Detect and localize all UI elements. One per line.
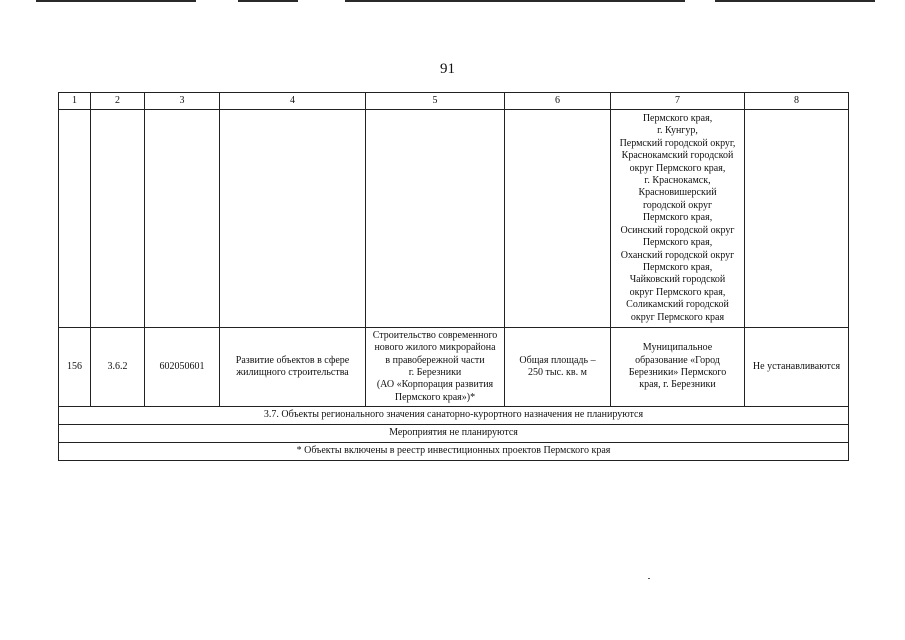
location-regions-cell bbox=[611, 110, 745, 328]
location-line: Муниципальное bbox=[642, 342, 713, 354]
empty-cell bbox=[745, 110, 849, 328]
object-line: г. Березники bbox=[408, 367, 462, 378]
empty-cell bbox=[220, 110, 366, 328]
section-3-7-heading: 3.7. Объекты регионального значения санаторно-курортного назначения не планируются bbox=[59, 407, 849, 425]
scan-edge-mark bbox=[715, 0, 875, 2]
column-number: 1 bbox=[59, 93, 91, 110]
characteristic-line: 250 тыс. кв. м bbox=[528, 367, 587, 378]
scan-speck bbox=[648, 578, 650, 579]
purpose-cell bbox=[220, 328, 366, 407]
scan-edge-mark bbox=[36, 0, 196, 2]
object-name-cell bbox=[366, 328, 505, 407]
region-line: округ Пермского края bbox=[630, 311, 725, 323]
characteristic-cell bbox=[505, 328, 611, 407]
scan-edge-mark bbox=[345, 0, 685, 2]
column-number: 7 bbox=[611, 93, 745, 110]
no-measures-text: Мероприятия не планируются bbox=[59, 425, 849, 443]
region-line: г. Кунгур, bbox=[657, 125, 698, 137]
object-line: Строительство современного bbox=[372, 329, 498, 341]
column-number: 8 bbox=[745, 93, 849, 110]
empty-cell bbox=[59, 110, 91, 328]
no-measures-row bbox=[59, 425, 849, 443]
region-line: Пермского края, bbox=[642, 237, 713, 249]
characteristic-line: Общая площадь – bbox=[519, 354, 596, 366]
region-line: Пермского края, bbox=[642, 113, 713, 125]
region-line: Красновишерский bbox=[638, 187, 717, 199]
empty-cell bbox=[366, 110, 505, 328]
location-line: образование «Город bbox=[635, 354, 720, 366]
column-number: 6 bbox=[505, 93, 611, 110]
region-line: Оханский городской округ bbox=[620, 249, 735, 261]
region-line: Пермского края, bbox=[642, 212, 713, 224]
region-line: Пермский городской округ, bbox=[619, 137, 736, 149]
region-line: Пермского края, bbox=[642, 261, 713, 273]
row-number: 156 bbox=[59, 328, 91, 407]
purpose-line: Развитие объектов в сфере bbox=[235, 354, 350, 366]
empty-cell bbox=[505, 110, 611, 328]
table-row-156 bbox=[59, 328, 849, 407]
empty-cell bbox=[145, 110, 220, 328]
region-line: округ Пермского края, bbox=[629, 162, 726, 174]
region-line: Чайковский городской bbox=[629, 274, 726, 286]
region-line: городской округ bbox=[642, 199, 713, 211]
object-line: Пермского края»)* bbox=[394, 391, 476, 403]
column-number: 3 bbox=[145, 93, 220, 110]
region-line: г. Краснокамск, bbox=[644, 175, 711, 187]
region-line: округ Пермского края, bbox=[629, 286, 726, 298]
zone-cell: Не устанавливаются bbox=[745, 328, 849, 407]
continuation-row bbox=[59, 110, 849, 328]
section-heading-row bbox=[59, 407, 849, 425]
location-line: края, г. Березники bbox=[639, 379, 716, 391]
region-line: Соликамский городской bbox=[626, 299, 729, 311]
location-cell bbox=[611, 328, 745, 407]
empty-cell bbox=[91, 110, 145, 328]
column-number: 4 bbox=[220, 93, 366, 110]
scan-edge-mark bbox=[238, 0, 298, 2]
item-code: 3.6.2 bbox=[91, 328, 145, 407]
footnote-text: * Объекты включены в реестр инвестиционных проектов Пермского края bbox=[59, 443, 849, 461]
region-line: Осинский городской округ bbox=[620, 224, 735, 236]
object-line: (АО «Корпорация развития bbox=[376, 379, 494, 391]
region-line: Краснокамский городской bbox=[621, 150, 734, 162]
object-id: 602050601 bbox=[145, 328, 220, 407]
object-line: нового жилого микрорайона bbox=[374, 342, 496, 354]
purpose-line: жилищного строительства bbox=[236, 367, 349, 378]
location-line: Березники» Пермского bbox=[628, 367, 727, 378]
footnote-row bbox=[59, 443, 849, 461]
territorial-planning-table bbox=[58, 92, 849, 461]
object-line: в правобережной части bbox=[385, 354, 485, 366]
column-number: 5 bbox=[366, 93, 505, 110]
column-number: 2 bbox=[91, 93, 145, 110]
column-number-row bbox=[59, 93, 849, 110]
page-number: 91 bbox=[440, 61, 455, 77]
